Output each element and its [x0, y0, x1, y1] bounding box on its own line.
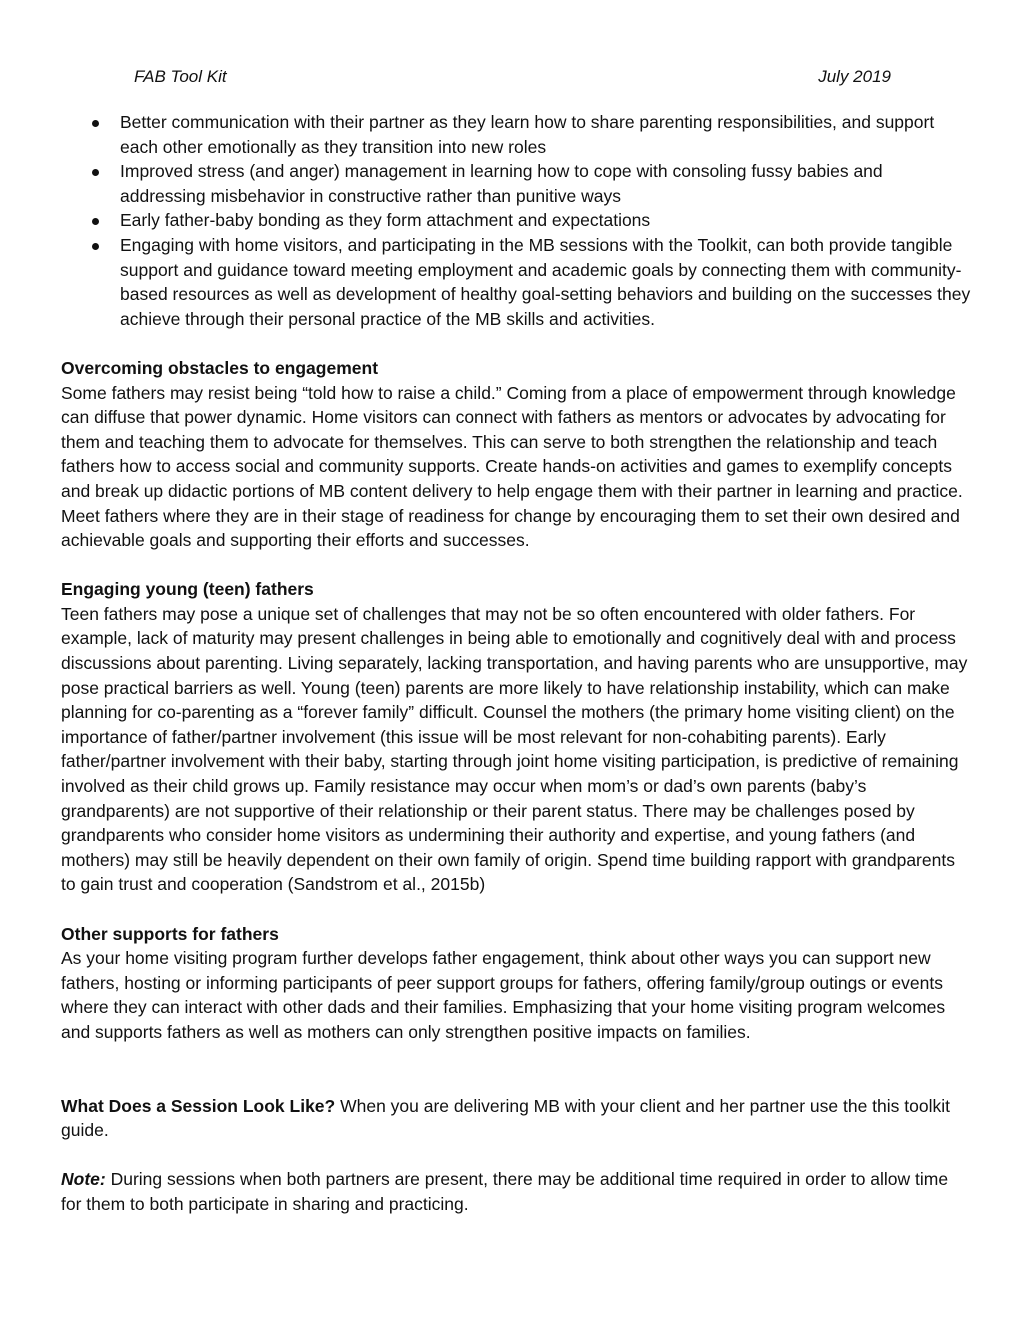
section-teen-fathers — [61, 577, 973, 897]
section-heading: Other supports for fathers — [61, 923, 279, 944]
bullet-icon — [92, 120, 99, 127]
section-paragraph: As your home visiting program further develops father engagement, think about other ways you can support new fathers, hosting or informing participants of peer support groups for fathers, offering family/group outings or events where they can interact with other dads and their families. Emphasizing that your home visiting program welcomes and supports fathers as well as mothers can only strengthen positive impacts on families. — [61, 948, 946, 1042]
list-item — [61, 110, 973, 159]
document-body — [61, 110, 973, 1217]
note-paragraph — [61, 1167, 973, 1216]
header-doc-title: FAB Tool Kit — [134, 67, 227, 86]
list-item-text: Better communication with their partner as they learn how to share parenting responsibilities, and support each other emotionally as they transition into new roles — [120, 112, 935, 157]
header-date: July 2019 — [818, 67, 891, 86]
note-text: During sessions when both partners are present, there may be additional time required in order to allow time for them to both participate in sharing and practicing. — [61, 1169, 949, 1214]
section-paragraph: Teen fathers may pose a unique set of challenges that may not be so often encountered with older fathers. For example, lack of maturity may present challenges in being able to emotionally and cognitively deal with and process discussions about parenting. Living separately, lacking transportation, and having parents who are unsupportive, may pose practical barriers as well. Young (teen) parents are more likely to have relationship instability, which can make planning for co-parenting as a “forever family” difficult. Counsel the mothers (the primary home visiting client) on the importance of father/partner involvement (this issue will be most relevant for non-cohabiting parents). Early father/partner involvement with their baby, starting through joint home visiting participation, is predictive of remaining involved as their child grows up. Family resistance may occur when mom’s or dad’s own parents (baby’s grandparents) are not supportive of their relationship or their parent status. There may be challenges posed by grandparents who consider home visitors as undermining their authority and expertise, and young fathers (and mothers) may still be heavily dependent on their own family of origin. Spend time building rapport with grandparents to gain trust and cooperation (Sandstrom et al., 2015b) — [61, 603, 968, 895]
page-header — [134, 67, 891, 87]
section-heading: Engaging young (teen) fathers — [61, 579, 314, 600]
list-item — [61, 208, 973, 233]
list-item-text: Early father-baby bonding as they form attachment and expectations — [120, 210, 651, 231]
list-item-text: Improved stress (and anger) management in learning how to cope with consoling fussy babies and addressing misbehavior in constructive rather than punitive ways — [120, 161, 883, 206]
session-text: When you are delivering MB with your client and her partner use the this toolkit guide. — [61, 1095, 950, 1141]
note-label: Note: — [61, 1169, 106, 1190]
section-overcoming-obstacles — [61, 356, 973, 553]
bullet-icon — [92, 243, 99, 250]
list-item — [61, 233, 973, 331]
bullet-icon — [92, 169, 99, 176]
list-item-text: Engaging with home visitors, and participating in the MB sessions with the Toolkit, can both provide tangible support and guidance toward meeting employment and academic goals by connecting them with community-based resources as well as development of healthy goal-setting behaviors and building on the successes they achieve through their personal practice of the MB skills and activities. — [120, 234, 971, 329]
bullet-icon — [92, 218, 99, 225]
section-other-supports — [61, 922, 973, 1045]
session-paragraph — [61, 1094, 973, 1143]
section-paragraph: Some fathers may resist being “told how to raise a child.” Coming from a place of empowerment through knowledge can diffuse that power dynamic. Home visitors can connect with fathers as mentors or advocates by advocating for them and teaching them to advocate for themselves. This can serve to both strengthen the relationship and teach fathers how to access social and community supports. Create hands-on activities and games to exemplify concepts and break up didactic portions of MB content delivery to help engage them with their partner in learning and practice. Meet fathers where they are in their stage of readiness for change by encouraging them to set their own desired and achievable goals and supporting their efforts and successes. — [61, 382, 963, 551]
section-heading: Overcoming obstacles to engagement — [61, 357, 379, 378]
list-item — [61, 159, 973, 208]
benefits-list — [61, 110, 973, 331]
session-heading: What Does a Session Look Like? — [61, 1095, 336, 1116]
